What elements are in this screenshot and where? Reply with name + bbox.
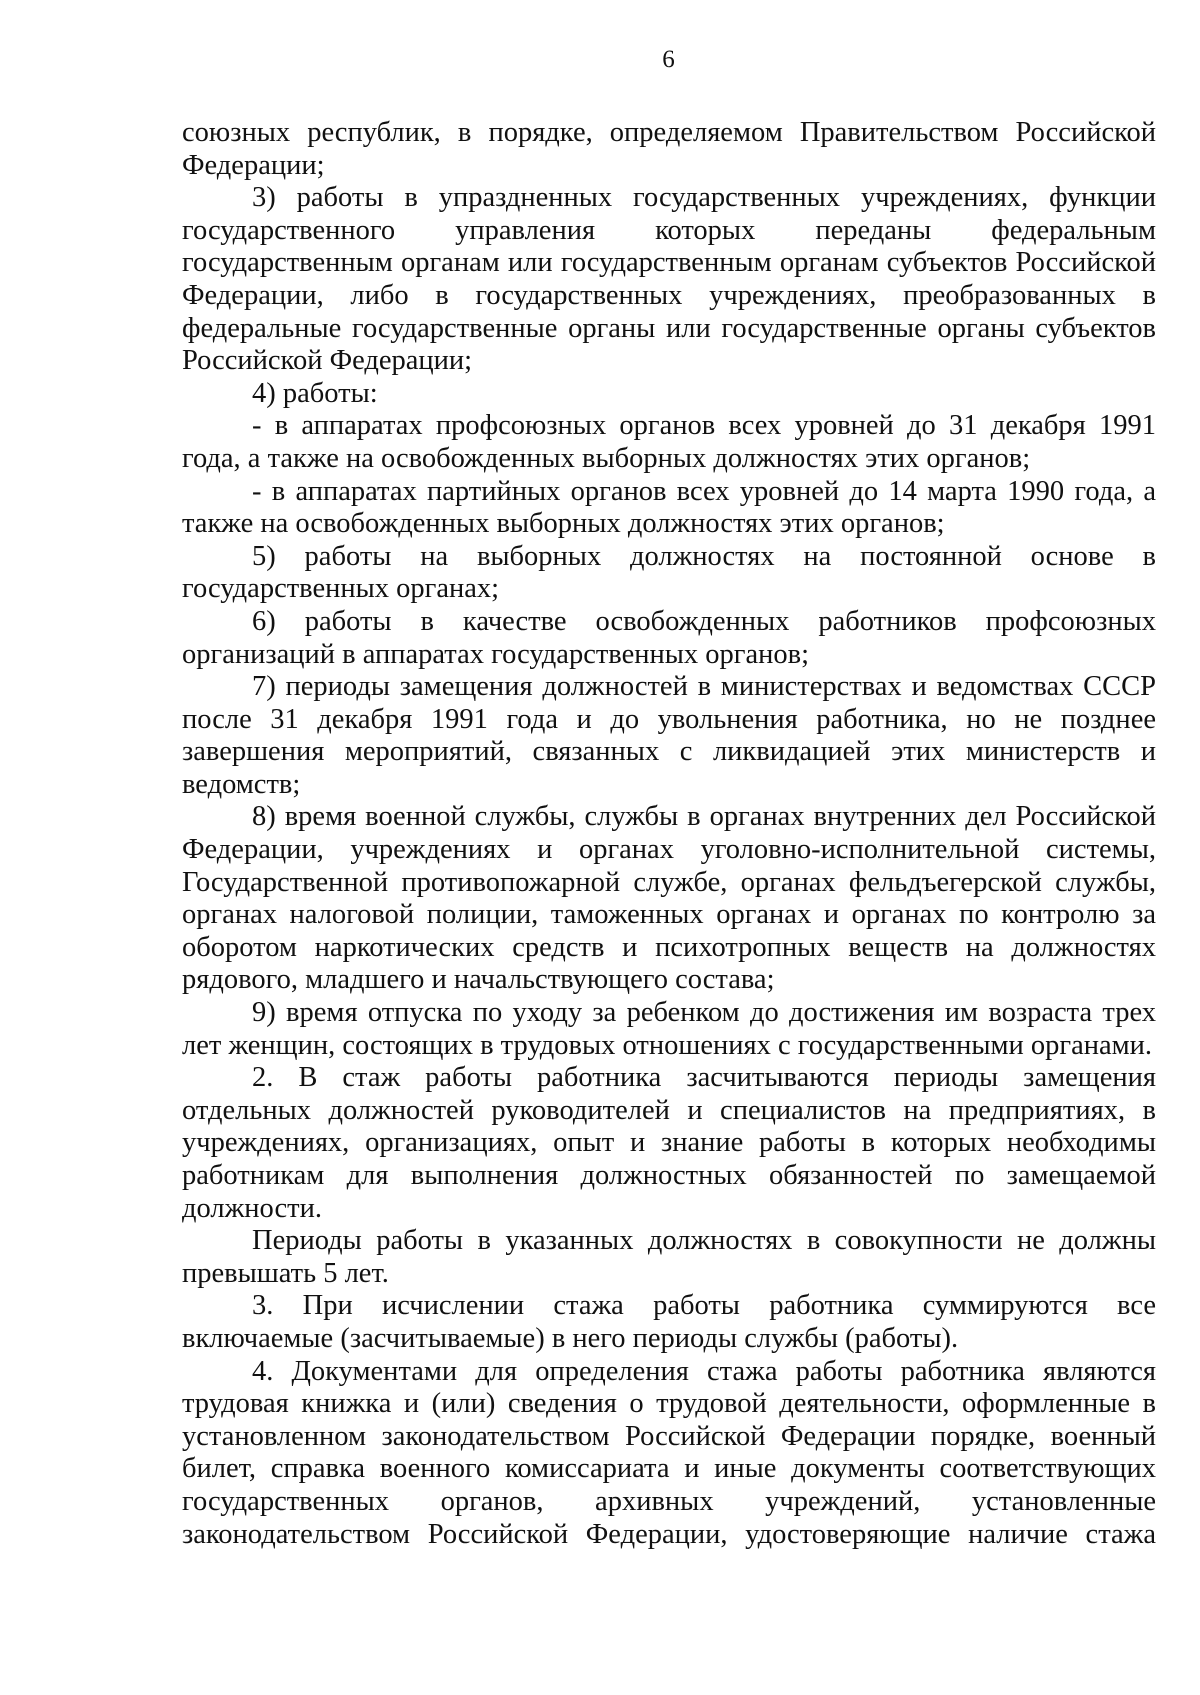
paragraph-section-4: 4. Документами для определения стажа работы работника являются трудовая книжка и (или) сведения о трудовой деятельности, оформленные в установленном законодательством Российской Федерации порядке, военный билет, справка военного комиссариата и иные документы соответствующих государственных органов, архивных учреждений, установленные законодательством Российской Федерации, удостоверяющие наличие стажа bbox=[182, 1355, 1156, 1550]
paragraph-item-8: 8) время военной службы, службы в органах внутренних дел Российской Федерации, учреждениях и органах уголовно-исполнительной системы, Государственной противопожарной службе, органах фельдъегерской службы, органах налоговой полиции, таможенных органах и органах по контролю за оборотом наркотических средств и психотропных веществ на должностях рядового, младшего и начальствующего состава; bbox=[182, 801, 1156, 996]
paragraph-continuation: союзных республик, в порядке, определяемом Правительством Российской Федерации; bbox=[182, 117, 1156, 181]
paragraph-item-4-trade-unions: - в аппаратах профсоюзных органов всех уровней до 31 декабря 1991 года, а также на освобожденных выборных должностях этих органов; bbox=[182, 410, 1156, 474]
paragraph-item-6: 6) работы в качестве освобожденных работников профсоюзных организаций в аппаратах государственных органов; bbox=[182, 605, 1156, 670]
paragraph-item-7: 7) периоды замещения должностей в министерствах и ведомствах СССР после 31 декабря 1991 года и до увольнения работника, но не позднее завершения мероприятий, связанных с ликвидацией этих министерств и ведомств; bbox=[182, 671, 1156, 800]
paragraph-item-9: 9) время отпуска по уходу за ребенком до достижения им возраста трех лет женщин, состоящих в трудовых отношениях с государственными органами. bbox=[182, 997, 1156, 1061]
page-number: 6 bbox=[662, 46, 675, 73]
paragraph-section-2-limit: Периоды работы в указанных должностях в совокупности не должны превышать 5 лет. bbox=[182, 1225, 1156, 1289]
paragraph-section-3: 3. При исчислении стажа работы работника суммируются все включаемые (засчитываемые) в него периоды службы (работы). bbox=[182, 1290, 1156, 1354]
paragraph-item-4: 4) работы: bbox=[252, 377, 378, 409]
paragraph-item-3: 3) работы в упраздненных государственных учреждениях, функции государственного управления которых переданы федеральным государственным органам или государственным органам субъектов Российской Федерации, либо в государственных учреждениях, преобразованных в федеральные государственные органы или государственные органы субъектов Российской Федерации; bbox=[182, 182, 1156, 377]
paragraph-item-5: 5) работы на выборных должностях на постоянной основе в государственных органах; bbox=[182, 540, 1156, 605]
paragraph-section-2: 2. В стаж работы работника засчитываются периоды замещения отдельных должностей руководителей и специалистов на предприятиях, в учреждениях, организациях, опыт и знание работы в которых необходимы работникам для выполнения должностных обязанностей по замещаемой должности. bbox=[182, 1062, 1156, 1224]
paragraph-item-4-party-bodies: - в аппаратах партийных органов всех уровней до 14 марта 1990 года, а также на освобожденных выборных должностях этих органов; bbox=[182, 475, 1156, 540]
document-body bbox=[182, 117, 1156, 1551]
